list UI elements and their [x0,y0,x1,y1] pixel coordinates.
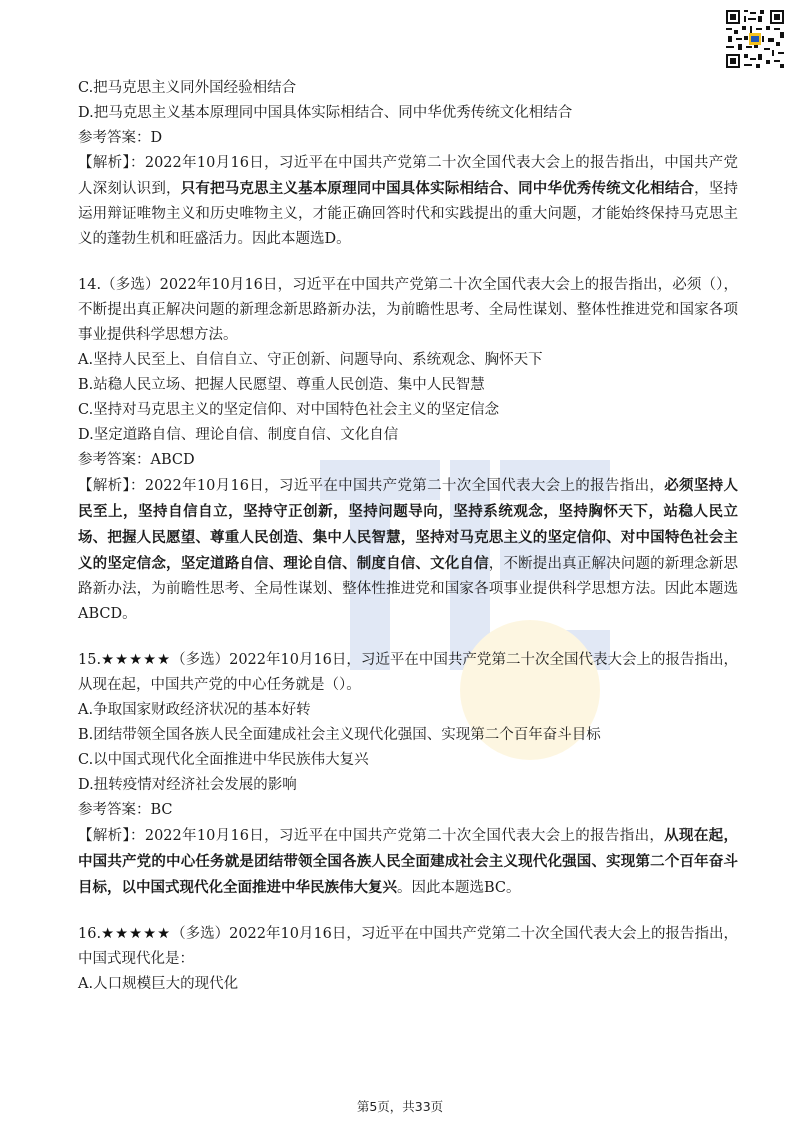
option-d: D.坚定道路自信、理论自信、制度自信、文化自信 [78,427,399,443]
page-number: 第5页，共33页 [356,1099,444,1114]
option-a: A.人口规模巨大的现代化 [78,976,239,992]
question-stem: 16.★★★★★（多选）2022年10月16日，习近平在中国共产党第二十次全国代表大会上的报告指出，中国式现代化是： [78,926,738,967]
option-d: D.把马克思主义基本原理同中国具体实际相结合、同中华优秀传统文化相结合 [78,105,573,121]
option-a: A.坚持人民至上、自信自立、守正创新、问题导向、系统观念、胸怀天下 [78,352,543,368]
answer: 参考答案：D [78,130,163,146]
option-b: B.团结带领全国各族人民全面建成社会主义现代化强国、实现第二个百年奋斗目标 [78,727,601,743]
answer: 参考答案：ABCD [78,452,195,468]
qr-code-icon [724,8,786,70]
option-a: A.争取国家财政经济状况的基本好转 [78,702,311,718]
option-c: C.以中国式现代化全面推进中华民族伟大复兴 [78,752,369,768]
analysis: 【解析】：2022年10月16日，习近平在中国共产党第二十次全国代表大会上的报告指出，从现在起，中国共产党的中心任务就是团结带领全国各族人民全面建成社会主义现代化强国、实现第二个百年奋斗目标，以中国式现代化全面推进中华民族伟大复兴。因此本题选BC。 [78,827,738,896]
question-16 [78,922,738,997]
question-13-tail [78,76,738,252]
difficulty-stars: ★★★★★ [101,926,172,942]
question-content [78,76,738,997]
answer: 参考答案：BC [78,802,173,818]
question-15 [78,648,738,901]
question-14 [78,273,738,627]
option-c: C.把马克思主义同外国经验相结合 [78,80,297,96]
option-c: C.坚持对马克思主义的坚定信仰、对中国特色社会主义的坚定信念 [78,402,500,418]
analysis: 【解析】：2022年10月16日，习近平在中国共产党第二十次全国代表大会上的报告指出，中国共产党人深刻认识到，只有把马克思主义基本原理同中国具体实际相结合、同中华优秀传统文化相结合，坚持运用辩证唯物主义和历史唯物主义，才能正确回答时代和实践提出的重大问题，才能始终保持马克思主义的蓬勃生机和旺盛活力。因此本题选D。 [78,155,739,247]
question-stem: 14.（多选）2022年10月16日，习近平在中国共产党第二十次全国代表大会上的报告指出，必须（），不断提出真正解决问题的新理念新思路新办法，为前瞻性思考、全局性谋划、整体性推进党和国家各项事业提供科学思想方法。 [78,277,738,343]
option-b: B.站稳人民立场、把握人民愿望、尊重人民创造、集中人民智慧 [78,377,485,393]
option-d: D.扭转疫情对经济社会发展的影响 [78,777,297,793]
difficulty-stars: ★★★★★ [101,652,172,668]
analysis: 【解析】：2022年10月16日，习近平在中国共产党第二十次全国代表大会上的报告指出，必须坚持人民至上，坚持自信自立，坚持守正创新，坚持问题导向，坚持系统观念，坚持胸怀天下，站稳人民立场、把握人民愿望、尊重人民创造、集中人民智慧，坚持对马克思主义的坚定信仰、对中国特色社会主义的坚定信念，坚定道路自信、理论自信、制度自信、文化自信，不断提出真正解决问题的新理念新思路新办法，为前瞻性思考、全局性谋划、整体性推进党和国家各项事业提供科学思想方法。因此本题选ABCD。 [78,477,739,622]
question-stem: 15.★★★★★（多选）2022年10月16日，习近平在中国共产党第二十次全国代表大会上的报告指出，从现在起，中国共产党的中心任务就是（）。 [78,652,738,693]
